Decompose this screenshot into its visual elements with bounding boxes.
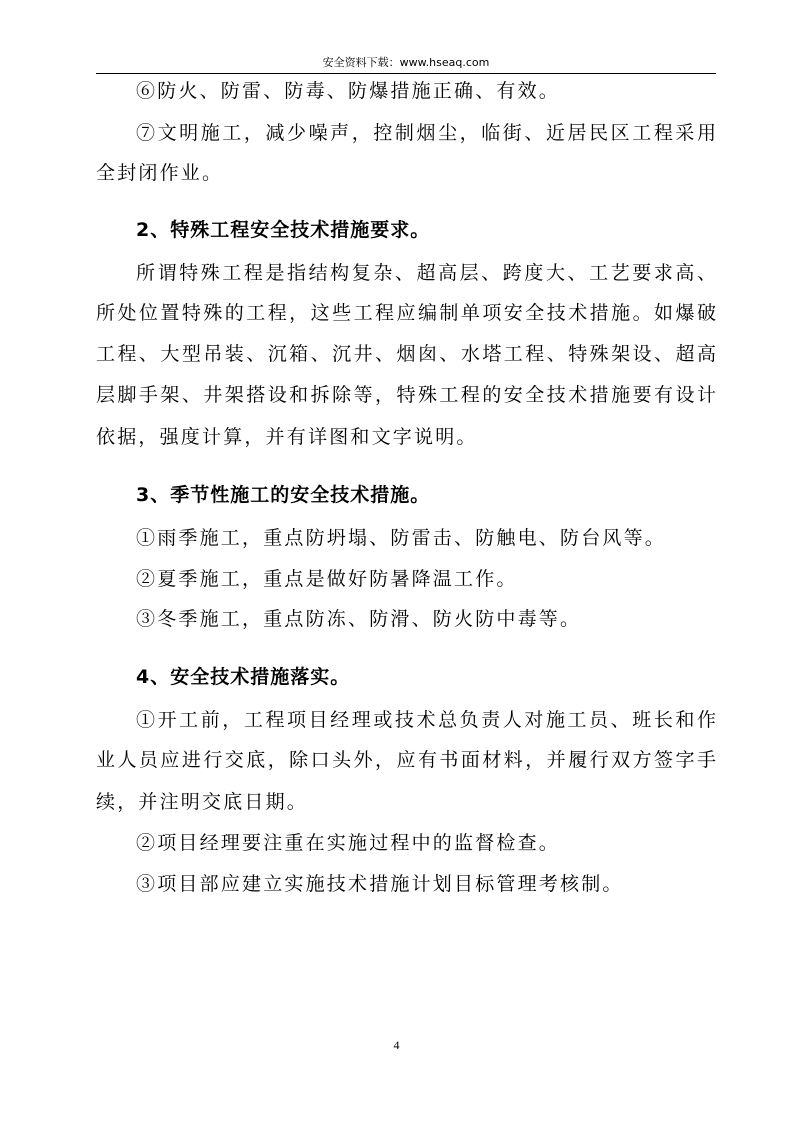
paragraph-line: ⑦文明施工，减少噪声，控制烟尘，临街、近居民区工程采用 <box>136 122 716 144</box>
list-item: ②夏季施工，重点是做好防暑降温工作。 <box>136 568 518 590</box>
section-heading: 3、季节性施工的安全技术措施。 <box>136 484 431 506</box>
paragraph-line: 全封闭作业。 <box>96 162 224 184</box>
list-item: ⑥防火、防雷、防毒、防爆措施正确、有效。 <box>136 80 561 102</box>
list-item: ②项目经理要注重在实施过程中的监督检查。 <box>136 832 561 854</box>
list-item: ③项目部应建立实施技术措施计划目标管理考核制。 <box>136 873 624 895</box>
paragraph-line: 业人员应进行交底，除口头外，应有书面材料，并履行双方签字手 <box>96 749 716 771</box>
page-number: 4 <box>393 1038 400 1052</box>
paragraph-line: 续，并注明交底日期。 <box>96 791 309 813</box>
paragraph-line: ①开工前，工程项目经理或技术总负责人对施工员、班长和作 <box>136 709 716 731</box>
paragraph-line: 所处位置特殊的工程，这些工程应编制单项安全技术措施。如爆破 <box>96 302 716 324</box>
list-item: ①雨季施工，重点防坍塌、防雷击、防触电、防台风等。 <box>136 527 667 549</box>
paragraph-line: 依据，强度计算，并有详图和文字说明。 <box>96 426 478 448</box>
page-header: 安全资料下载：www.hseaq.com <box>322 56 490 69</box>
section-heading: 2、特殊工程安全技术措施要求。 <box>136 219 431 241</box>
section-heading: 4、安全技术措施落实。 <box>136 666 351 688</box>
paragraph-line: 所谓特殊工程是指结构复杂、超高层、跨度大、工艺要求高、 <box>136 262 716 284</box>
paragraph-line: 工程、大型吊装、沉箱、沉井、烟囱、水塔工程、特殊架设、超高 <box>96 343 716 365</box>
list-item: ③冬季施工，重点防冻、防滑、防火防中毒等。 <box>136 608 582 630</box>
header-divider <box>96 73 716 74</box>
paragraph-line: 层脚手架、井架搭设和拆除等，特殊工程的安全技术措施要有设计 <box>96 384 716 406</box>
